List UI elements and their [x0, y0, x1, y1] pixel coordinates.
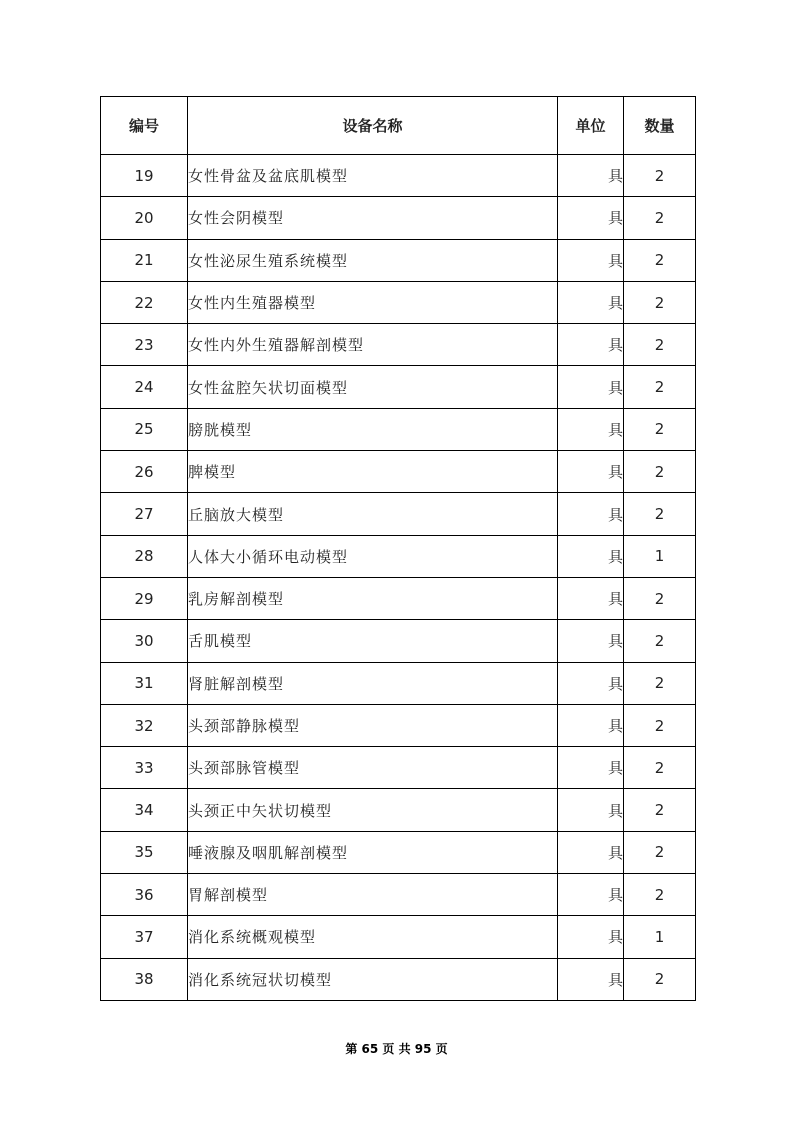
row-unit: 具	[558, 577, 624, 619]
row-number: 38	[101, 958, 188, 1000]
table-row	[101, 281, 696, 323]
row-quantity: 2	[624, 155, 696, 197]
row-equipment-name: 头颈部静脉模型	[188, 704, 558, 746]
row-unit: 具	[558, 916, 624, 958]
table-row	[101, 366, 696, 408]
row-number: 34	[101, 789, 188, 831]
row-equipment-name: 肾脏解剖模型	[188, 662, 558, 704]
row-unit: 具	[558, 874, 624, 916]
table-row	[101, 789, 696, 831]
header-quantity: 数量	[624, 97, 696, 155]
row-unit: 具	[558, 704, 624, 746]
row-quantity: 2	[624, 874, 696, 916]
table-row	[101, 155, 696, 197]
row-equipment-name: 女性内外生殖器解剖模型	[188, 324, 558, 366]
row-unit: 具	[558, 239, 624, 281]
row-quantity: 2	[624, 831, 696, 873]
row-unit: 具	[558, 831, 624, 873]
row-unit: 具	[558, 662, 624, 704]
row-unit: 具	[558, 324, 624, 366]
row-number: 32	[101, 704, 188, 746]
row-number: 24	[101, 366, 188, 408]
table-row	[101, 239, 696, 281]
row-equipment-name: 消化系统冠状切模型	[188, 958, 558, 1000]
row-equipment-name: 乳房解剖模型	[188, 577, 558, 619]
table-row	[101, 704, 696, 746]
row-number: 22	[101, 281, 188, 323]
table-row	[101, 620, 696, 662]
row-equipment-name: 脾模型	[188, 451, 558, 493]
row-quantity: 2	[624, 451, 696, 493]
row-equipment-name: 人体大小循环电动模型	[188, 535, 558, 577]
row-number: 35	[101, 831, 188, 873]
row-quantity: 2	[624, 281, 696, 323]
table-row	[101, 197, 696, 239]
row-number: 27	[101, 493, 188, 535]
row-quantity: 2	[624, 662, 696, 704]
row-unit: 具	[558, 958, 624, 1000]
row-unit: 具	[558, 493, 624, 535]
row-equipment-name: 唾液腺及咽肌解剖模型	[188, 831, 558, 873]
row-number: 26	[101, 451, 188, 493]
row-number: 31	[101, 662, 188, 704]
row-equipment-name: 头颈正中矢状切模型	[188, 789, 558, 831]
row-number: 21	[101, 239, 188, 281]
table-row	[101, 874, 696, 916]
row-quantity: 2	[624, 577, 696, 619]
row-quantity: 2	[624, 408, 696, 450]
row-equipment-name: 丘脑放大模型	[188, 493, 558, 535]
row-equipment-name: 女性内生殖器模型	[188, 281, 558, 323]
header-equipment-name: 设备名称	[188, 97, 558, 155]
row-quantity: 2	[624, 366, 696, 408]
row-number: 23	[101, 324, 188, 366]
row-equipment-name: 消化系统概观模型	[188, 916, 558, 958]
table-header-row	[101, 97, 696, 155]
row-equipment-name: 膀胱模型	[188, 408, 558, 450]
table-row	[101, 662, 696, 704]
header-number: 编号	[101, 97, 188, 155]
row-number: 30	[101, 620, 188, 662]
row-quantity: 2	[624, 493, 696, 535]
row-unit: 具	[558, 155, 624, 197]
table-row	[101, 493, 696, 535]
row-unit: 具	[558, 197, 624, 239]
row-equipment-name: 女性盆腔矢状切面模型	[188, 366, 558, 408]
row-number: 25	[101, 408, 188, 450]
row-equipment-name: 女性骨盆及盆底肌模型	[188, 155, 558, 197]
row-unit: 具	[558, 620, 624, 662]
row-number: 20	[101, 197, 188, 239]
table-row	[101, 577, 696, 619]
table-row	[101, 324, 696, 366]
row-quantity: 2	[624, 958, 696, 1000]
equipment-table	[100, 96, 696, 1001]
row-unit: 具	[558, 366, 624, 408]
table-row	[101, 958, 696, 1000]
row-number: 29	[101, 577, 188, 619]
row-equipment-name: 胃解剖模型	[188, 874, 558, 916]
row-equipment-name: 舌肌模型	[188, 620, 558, 662]
table-row	[101, 831, 696, 873]
table-body	[101, 155, 696, 1001]
table-row	[101, 747, 696, 789]
row-equipment-name: 女性会阴模型	[188, 197, 558, 239]
row-equipment-name: 头颈部脉管模型	[188, 747, 558, 789]
row-unit: 具	[558, 789, 624, 831]
row-quantity: 2	[624, 789, 696, 831]
table-row	[101, 408, 696, 450]
row-unit: 具	[558, 281, 624, 323]
row-unit: 具	[558, 747, 624, 789]
page-number-footer: 第 65 页 共 95 页	[345, 1042, 448, 1056]
table-row	[101, 451, 696, 493]
row-quantity: 2	[624, 197, 696, 239]
table-row	[101, 916, 696, 958]
row-number: 19	[101, 155, 188, 197]
row-unit: 具	[558, 535, 624, 577]
table-row	[101, 535, 696, 577]
row-quantity: 2	[624, 239, 696, 281]
row-quantity: 2	[624, 620, 696, 662]
row-quantity: 1	[624, 916, 696, 958]
row-quantity: 2	[624, 704, 696, 746]
row-unit: 具	[558, 408, 624, 450]
row-number: 33	[101, 747, 188, 789]
row-unit: 具	[558, 451, 624, 493]
header-unit: 单位	[558, 97, 624, 155]
row-equipment-name: 女性泌尿生殖系统模型	[188, 239, 558, 281]
row-number: 37	[101, 916, 188, 958]
row-quantity: 1	[624, 535, 696, 577]
row-number: 28	[101, 535, 188, 577]
row-quantity: 2	[624, 747, 696, 789]
row-quantity: 2	[624, 324, 696, 366]
row-number: 36	[101, 874, 188, 916]
